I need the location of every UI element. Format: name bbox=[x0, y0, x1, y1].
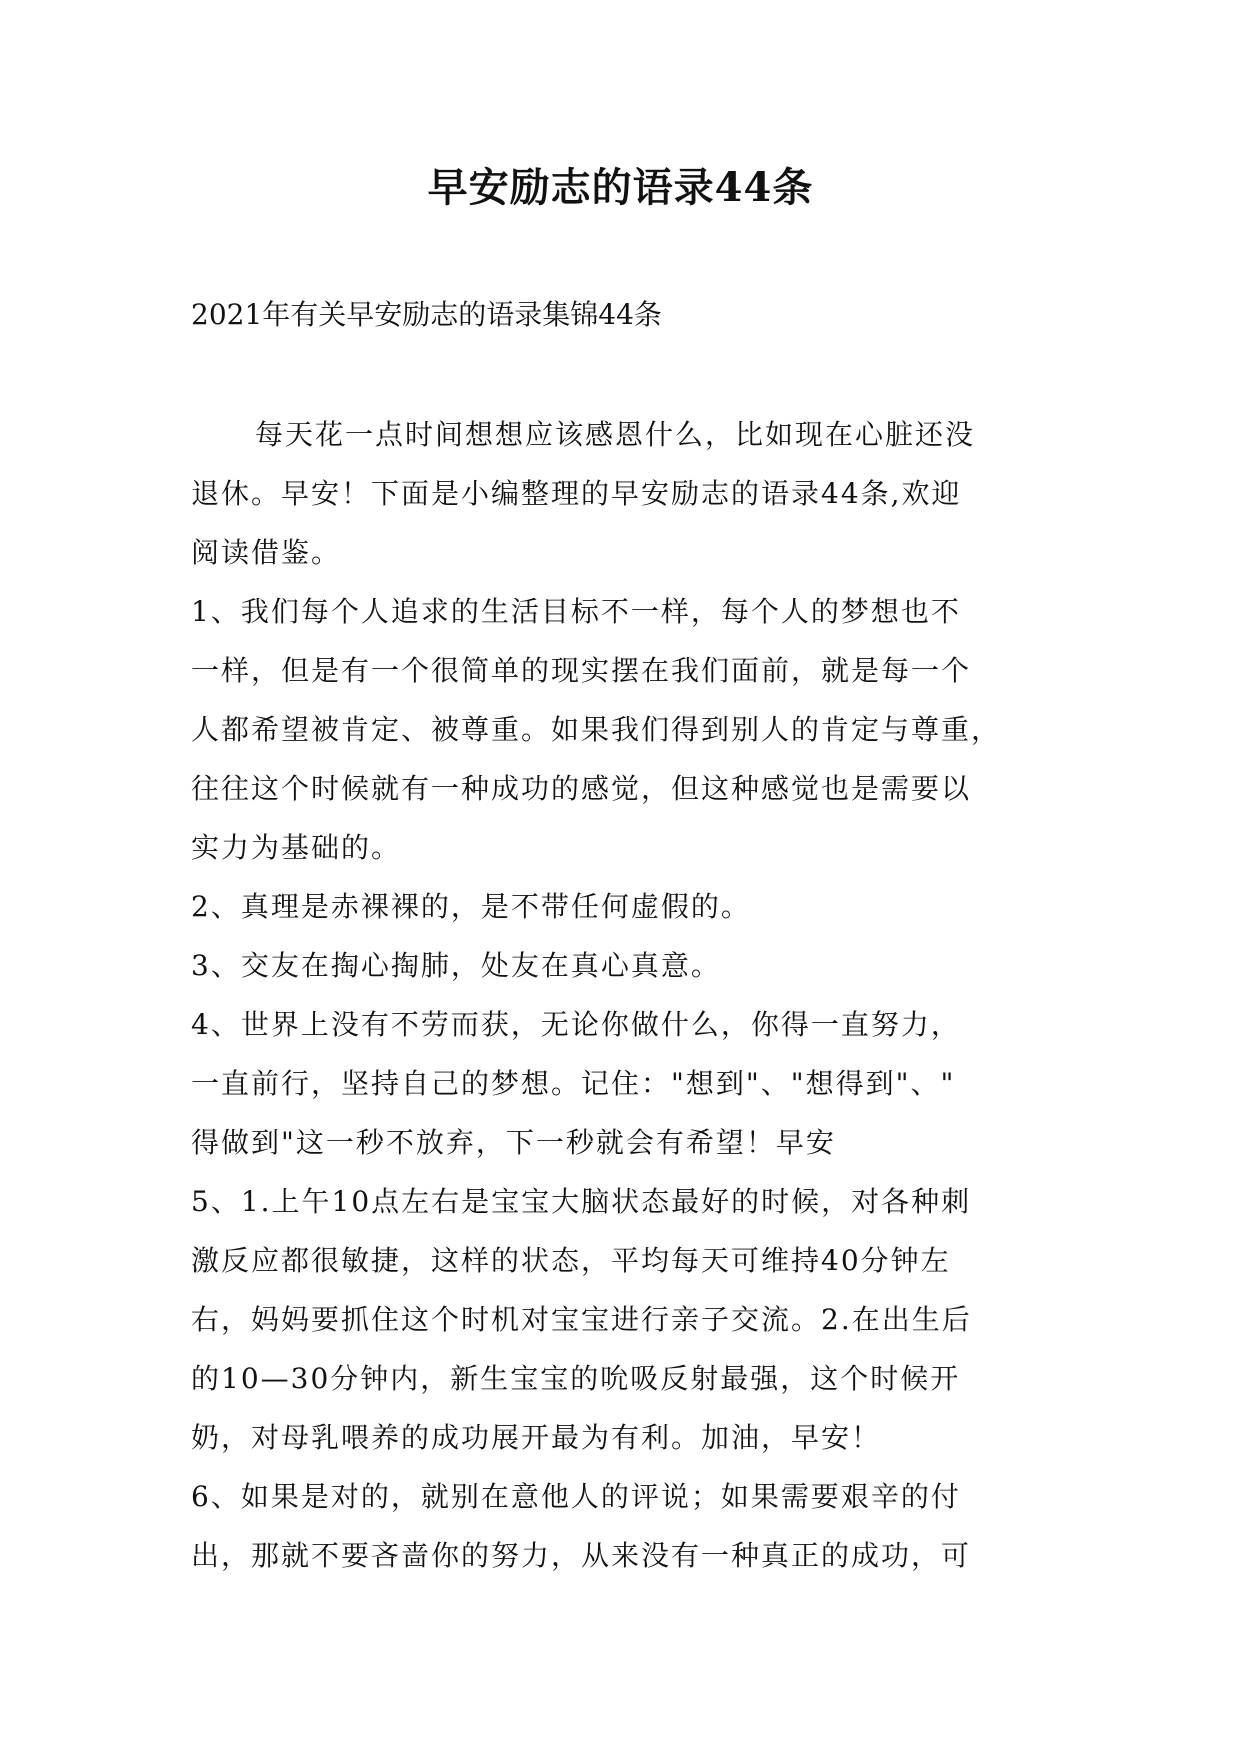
body-line: 3、交友在掏心掏肺，处友在真心真意。 bbox=[191, 949, 721, 982]
body-line: 4、世界上没有不劳而获，无论你做什么，你得一直努力， bbox=[191, 1008, 961, 1041]
document-title: 早安励志的语录44条 bbox=[427, 164, 814, 211]
body-line: 每天花一点时间想想应该感恩什么，比如现在心脏还没 bbox=[255, 418, 976, 451]
body-line: 2、真理是赤裸裸的，是不带任何虚假的。 bbox=[191, 890, 751, 923]
body-line: 一直前行，坚持自己的梦想。记住："想到"、"想得到"、" bbox=[191, 1067, 956, 1100]
body-line: 往往这个时候就有一种成功的感觉，但这种感觉也是需要以 bbox=[191, 772, 972, 805]
body-line: 1、我们每个人追求的生活目标不一样，每个人的梦想也不 bbox=[191, 595, 961, 628]
body-line: 退休。早安！下面是小编整理的早安励志的语录44条,欢迎 bbox=[191, 477, 962, 510]
body-line: 一样，但是有一个很简单的现实摆在我们面前，就是每一个 bbox=[191, 654, 972, 687]
body-line: 人都希望被肯定、被尊重。如果我们得到别人的肯定与尊重， bbox=[191, 713, 1002, 746]
body-line: 阅读借鉴。 bbox=[191, 536, 342, 569]
body-line: 激反应都很敏捷，这样的状态，平均每天可维持40分钟左 bbox=[191, 1244, 951, 1277]
document-body bbox=[191, 405, 1051, 1585]
body-line: 5、1.上午10点左右是宝宝大脑状态最好的时候，对各种刺 bbox=[191, 1185, 972, 1218]
body-line: 右，妈妈要抓住这个时机对宝宝进行亲子交流。2.在出生后 bbox=[191, 1303, 972, 1336]
document-subtitle: 2021年有关早安励志的语录集锦44条 bbox=[191, 298, 662, 331]
body-line: 实力为基础的。 bbox=[191, 831, 402, 864]
body-line: 奶，对母乳喂养的成功展开最为有利。加油，早安！ bbox=[191, 1421, 882, 1454]
body-line: 出，那就不要吝啬你的努力，从来没有一种真正的成功，可 bbox=[191, 1539, 972, 1572]
body-line: 的10—30分钟内，新生宝宝的吮吸反射最强，这个时候开 bbox=[191, 1362, 961, 1395]
body-line: 得做到"这一秒不放弃，下一秒就会有希望！早安 bbox=[191, 1126, 836, 1159]
body-line: 6、如果是对的，就别在意他人的评说；如果需要艰辛的付 bbox=[191, 1480, 961, 1513]
